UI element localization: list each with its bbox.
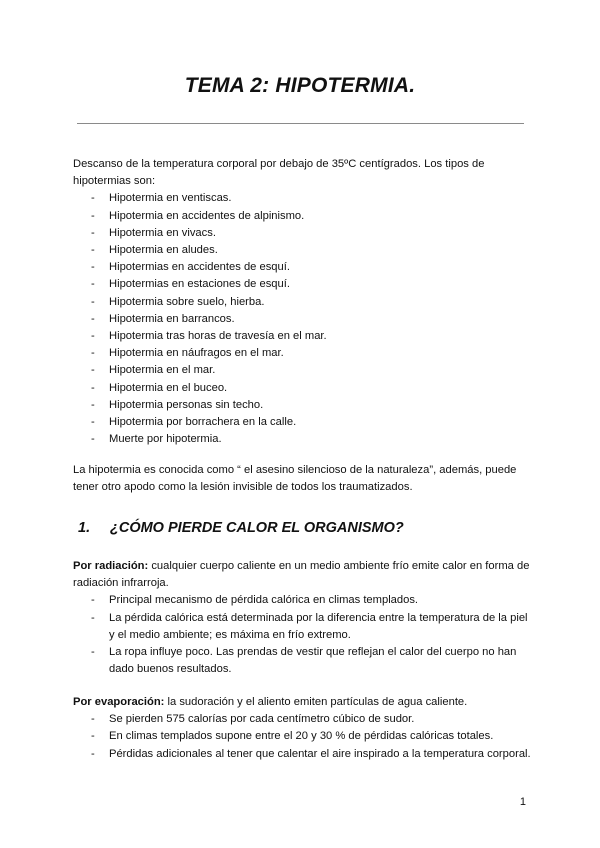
list-item <box>73 225 533 242</box>
list-item-text: Hipotermias en accidentes de esquí. <box>109 261 290 274</box>
list-item-text: Hipotermia en náufragos en el mar. <box>109 347 284 360</box>
list-item-text: Hipotermia en ventiscas. <box>109 192 232 205</box>
dash-bullet: - <box>91 730 95 743</box>
evaporation-section <box>73 694 533 763</box>
list-item <box>73 397 533 414</box>
list-item-text: En climas templados supone entre el 20 y 30 % de pérdidas calóricas totales. <box>109 730 494 743</box>
dash-bullet: - <box>91 611 95 624</box>
list-item-text: Hipotermia en aludes. <box>109 244 218 257</box>
list-item <box>73 190 533 207</box>
list-item-text: Hipotermia en accidentes de alpinismo. <box>109 209 305 222</box>
list-item <box>73 592 533 609</box>
radiation-section <box>73 558 533 678</box>
dash-bullet: - <box>91 209 95 222</box>
list-item <box>73 644 533 678</box>
evaporation-text: la sudoración y el aliento emiten partículas de agua caliente. <box>164 696 468 708</box>
list-item <box>73 414 533 431</box>
dash-bullet: - <box>91 416 95 429</box>
dash-bullet: - <box>91 433 95 446</box>
list-item <box>73 311 533 328</box>
evaporation-list <box>73 711 533 763</box>
closing-section <box>73 462 533 496</box>
intro-paragraph: Descanso de la temperatura corporal por debajo de 35ºC centígrados. Los tipos de hipotermias son: <box>73 158 485 188</box>
list-item <box>73 380 533 397</box>
radiation-list <box>73 592 533 678</box>
list-item-text: Hipotermia en el buceo. <box>109 381 228 394</box>
dash-bullet: - <box>91 594 95 607</box>
list-item-text: Muerte por hipotermia. <box>109 433 222 446</box>
list-item <box>73 328 533 345</box>
dash-bullet: - <box>91 226 95 239</box>
evaporation-paragraph <box>73 694 533 711</box>
hypothermia-types-list <box>73 190 533 448</box>
evaporation-label: Por evaporación: <box>73 696 165 708</box>
intro-section <box>73 156 533 448</box>
list-item <box>73 276 533 293</box>
section-number: 1. <box>78 520 91 536</box>
dash-bullet: - <box>91 295 95 308</box>
dash-bullet: - <box>91 347 95 360</box>
closing-paragraph: La hipotermia es conocida como “ el asesino silencioso de la naturaleza”, además, puede tener otro apodo como la lesión invisible de todos los traumatizados. <box>73 464 517 494</box>
list-item <box>73 431 533 448</box>
dash-bullet: - <box>91 713 95 726</box>
dash-bullet: - <box>91 244 95 257</box>
section-title: ¿CÓMO PIERDE CALOR EL ORGANISMO? <box>110 520 404 536</box>
list-item-text: Hipotermia sobre suelo, hierba. <box>109 295 265 308</box>
radiation-paragraph <box>73 558 533 592</box>
list-item-text: Hipotermia en vivacs. <box>109 226 216 239</box>
list-item <box>73 259 533 276</box>
dash-bullet: - <box>91 192 95 205</box>
list-item <box>73 362 533 379</box>
list-item-text: Hipotermia personas sin techo. <box>109 398 264 411</box>
dash-bullet: - <box>91 364 95 377</box>
dash-bullet: - <box>91 312 95 325</box>
title-divider <box>77 123 524 124</box>
list-item-text: Hipotermias en estaciones de esquí. <box>109 278 290 291</box>
list-item <box>73 610 533 644</box>
list-item <box>73 711 533 728</box>
radiation-text: cualquier cuerpo caliente en un medio ambiente frío emite calor en forma de radiación infrarroja. <box>73 560 530 590</box>
dash-bullet: - <box>91 747 95 760</box>
list-item <box>73 294 533 311</box>
section-heading <box>78 520 404 536</box>
list-item <box>73 728 533 745</box>
radiation-label: Por radiación: <box>73 560 149 572</box>
dash-bullet: - <box>91 278 95 291</box>
list-item <box>73 208 533 225</box>
page-number: 1 <box>519 796 526 808</box>
dash-bullet: - <box>91 330 95 343</box>
list-item-text: Hipotermia tras horas de travesía en el mar. <box>109 330 327 343</box>
dash-bullet: - <box>91 381 95 394</box>
list-item-text: La ropa influye poco. Las prendas de vestir que reflejan el calor del cuerpo no han dado buenos resultados. <box>109 646 517 676</box>
list-item-text: Se pierden 575 calorías por cada centímetro cúbico de sudor. <box>109 713 415 726</box>
dash-bullet: - <box>91 398 95 411</box>
list-item-text: Hipotermia por borrachera en la calle. <box>109 416 297 429</box>
list-item-text: Hipotermia en barrancos. <box>109 312 235 325</box>
list-item <box>73 746 533 763</box>
list-item <box>73 345 533 362</box>
dash-bullet: - <box>91 646 95 659</box>
dash-bullet: - <box>91 261 95 274</box>
list-item-text: Hipotermia en el mar. <box>109 364 216 377</box>
list-item-text: Pérdidas adicionales al tener que calentar el aire inspirado a la temperatura corporal. <box>109 747 531 760</box>
list-item <box>73 242 533 259</box>
list-item-text: Principal mecanismo de pérdida calórica en climas templados. <box>109 594 419 607</box>
page-title: TEMA 2: HIPOTERMIA. <box>184 74 416 97</box>
list-item-text: La pérdida calórica está determinada por la diferencia entre la temperatura de la piel y el medio ambiente; es máxima en frío extremo. <box>109 611 528 641</box>
